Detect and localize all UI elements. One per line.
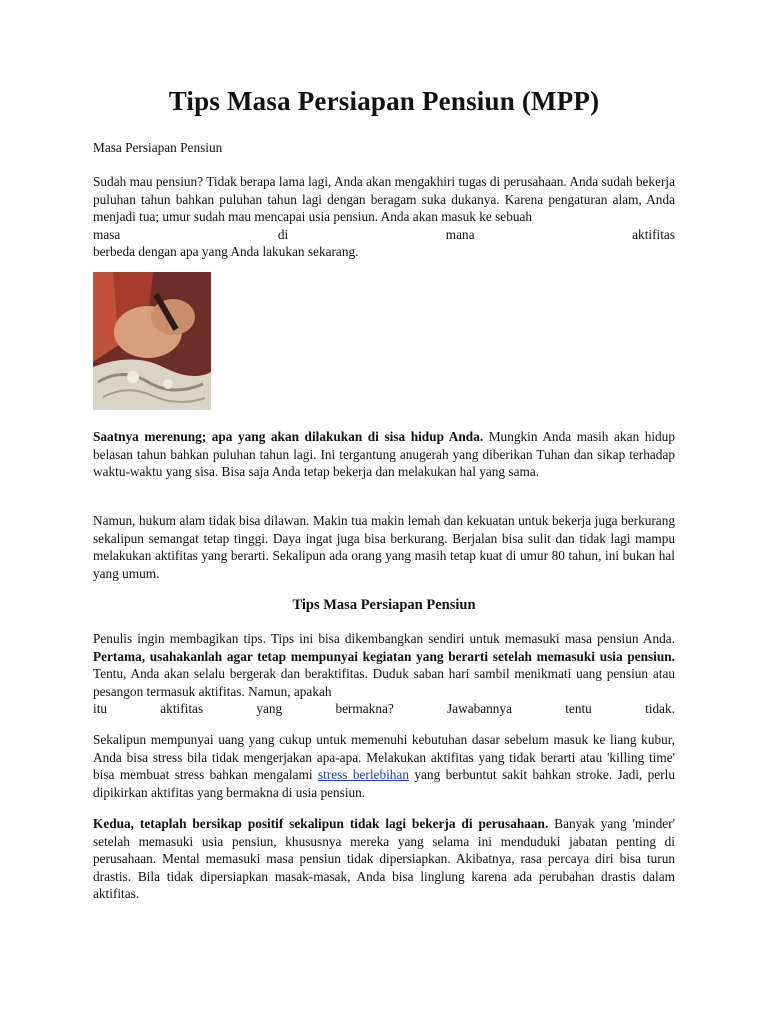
paragraph-stress-text-a: Sekalipun mempunyai uang yang cukup untuk memenuhi kebutuhan dasar sebelum masuk ke liang kubur, Anda bisa stress bila tidak mengerjakan apa-apa. Melakukan aktifitas yang tidak berarti atau 'killing time' bisa membuat stress bahkan mengalami [93, 732, 675, 782]
photo-hands-carving [93, 272, 211, 410]
paragraph-tips-second-bold: Kedua, tetaplah bersikap positif sekalipun tidak lagi bekerja di perusahaan. [93, 816, 549, 831]
word: Jawabannya [447, 701, 512, 716]
word: masa [93, 226, 121, 242]
word: aktifitas [632, 226, 675, 242]
paragraph-tips-first-spread-line [93, 700, 675, 718]
word: yang [256, 701, 283, 716]
paragraph-tips-first-text-a: Penulis ingin membagikan tips. Tips ini bisa dikembangkan sendiri untuk memasuki masa pensiun Anda. [93, 631, 675, 646]
paragraph-tips-second-text: Banyak yang 'minder' setelah memasuki usia pensiun, khususnya mereka yang selama ini menduduki jabatan penting di perusahaan. Mental memasuki masa pensiun tidak dipersiapkan. Akibatnya, rasa percaya diri bisa turun drastis. Bila tidak dipersiapkan masak-masak, Anda bisa linglung karena ada perubahan drastis dalam aktifitas. [93, 816, 675, 901]
stress-link[interactable]: stress berlebihan [317, 767, 409, 782]
paragraph-tips-second [93, 815, 675, 903]
paragraph-tips-first-bold: Pertama, usahakanlah agar tetap mempunyai kegiatan yang berarti setelah memasuki usia pensiun. [93, 648, 675, 664]
section-label: Masa Persiapan Pensiun [93, 140, 223, 155]
paragraph-stress [93, 731, 675, 801]
word: tentu [565, 701, 592, 716]
paragraph-intro-last-line: berbeda dengan apa yang Anda lakukan sekarang. [93, 244, 359, 259]
paragraph-tips-first-text-b: Tentu, Anda akan selalu bergerak dan beraktifitas. Duduk saban hari sambil menikmati uang pensiun atau pesangon termasuk aktifitas. Namun, apakah [93, 666, 675, 699]
word: bermakna? [335, 701, 394, 716]
paragraph-tips-first [93, 630, 675, 718]
page-title: Tips Masa Persiapan Pensiun (MPP) [168, 86, 600, 116]
photo-hands-carving-icon [93, 272, 211, 410]
word: aktifitas [160, 701, 204, 716]
paragraph-intro-spread-line [93, 226, 675, 244]
word: itu [93, 701, 108, 716]
paragraph-reflection-bold: Saatnya merenung; apa yang akan dilakukan di sisa hidup Anda. [93, 429, 484, 444]
paragraph-reflection [93, 428, 675, 481]
paragraph-stress-text-b: yang berbuntut sakit bahkan stroke. Jadi, perlu dipikirkan aktifitas yang bermakna di usia pensiun. [93, 767, 675, 800]
word: tidak. [645, 701, 675, 716]
paragraph-reflection-text: Mungkin Anda masih akan hidup belasan tahun bahkan puluhan tahun lagi. Ini tergantung anugerah yang diberikan Tuhan dan sikap terhadap waktu-waktu yang sisa. Bisa saja Anda tetap bekerja dan melakukan hal yang sama. [93, 429, 675, 479]
word: di [277, 226, 289, 242]
paragraph-intro [93, 173, 675, 261]
paragraph-nature: Namun, hukum alam tidak bisa dilawan. Makin tua makin lemah dan kekuatan untuk bekerja juga berkurang sekalipun semangat tetap tinggi. Daya ingat juga bisa berkurang. Berjalan bisa sulit dan tidak lagi mampu melakukan aktifitas yang berarti. Sekalipun ada orang yang masih tetap kuat di umur 80 tahun, ini bukan hal yang umum. [93, 513, 675, 581]
word: mana [445, 226, 475, 242]
paragraph-intro-text: Sudah mau pensiun? Tidak berapa lama lagi, Anda akan mengakhiri tugas di perusahaan. Anda sudah bekerja puluhan tahun bahkan puluhan tahun lagi dengan beragam suka dukanya. Karena pengaturan alam, Anda menjadi tua; umur sudah mau mencapai usia pensiun. Anda akan masuk ke sebuah [93, 174, 675, 224]
section-heading: Tips Masa Persiapan Pensiun [292, 597, 476, 613]
